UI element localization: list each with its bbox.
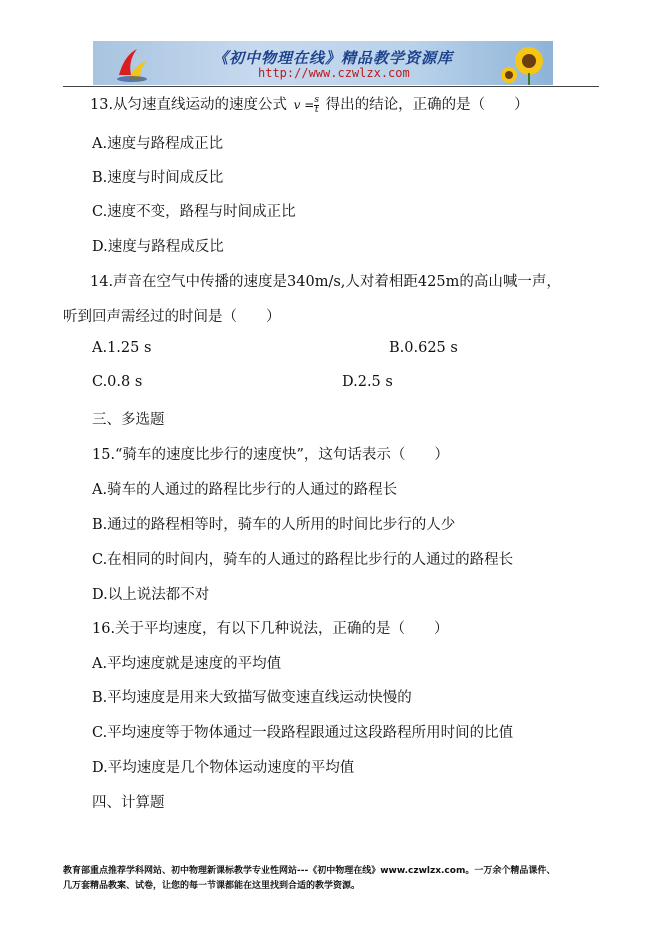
question-15-option-b: B.通过的路程相等时，骑车的人所用的时间比步行的人少 (92, 517, 456, 533)
question-14-option-c: C.0.8 s (92, 374, 143, 390)
banner-url[interactable]: http://www.czwlzx.com (258, 66, 410, 80)
section-heading-multiple-choice: 三、多选题 (92, 412, 165, 428)
question-13-option-d: D.速度与路程成反比 (92, 239, 224, 255)
question-13-stem (90, 93, 529, 115)
question-16-option-a: A.平均速度就是速度的平均值 (92, 656, 282, 672)
question-14-stem-line1: 14.声音在空气中传播的速度是340m/s,人对着相距425m的高山喊一声， (90, 274, 561, 290)
velocity-formula: v = $\frac{s}{t}$ (293, 94, 319, 115)
sunflower-icon (499, 43, 549, 85)
question-13-option-c: C.速度不变，路程与时间成正比 (92, 204, 296, 220)
footer-line-1: 教育部重点推荐学科网站、初中物理新课标教学专业性网站---《初中物理在线》www.czwlzx.com。一万余个精品课件、 (63, 866, 556, 876)
question-13-option-b: B.速度与时间成反比 (92, 170, 224, 186)
site-logo-icon (115, 45, 149, 83)
question-13-option-a: A.速度与路程成正比 (92, 136, 224, 152)
question-14-option-b: B.0.625 s (389, 340, 458, 356)
question-14-option-d: D.2.5 s (342, 374, 393, 390)
question-15-stem: 15.“骑车的速度比步行的速度快”，这句话表示（ ） (92, 447, 449, 463)
question-15-option-d: D.以上说法都不对 (92, 587, 210, 603)
question-16-option-c: C.平均速度等于物体通过一段路程跟通过这段路程所用时间的比值 (92, 725, 514, 741)
header-banner (93, 41, 553, 85)
header-divider (63, 86, 599, 87)
question-15-option-c: C.在相同的时间内，骑车的人通过的路程比步行的人通过的路程长 (92, 552, 514, 568)
banner-title: 《初中物理在线》精品教学资源库 (213, 49, 454, 67)
question-14-option-a: A.1.25 s (92, 340, 152, 356)
question-13-stem-pre: 13.从匀速直线运动的速度公式 (90, 97, 288, 113)
footer-line-2: 几万套精品教案、试卷，让您的每一节课都能在这里找到合适的教学资源。 (63, 881, 361, 891)
question-16-option-b: B.平均速度是用来大致描写做变速直线运动快慢的 (92, 690, 412, 706)
section-heading-calculation: 四、计算题 (92, 795, 165, 811)
question-13-stem-post: 得出的结论，正确的是（ ） (325, 97, 529, 113)
question-16-stem: 16.关于平均速度，有以下几种说法，正确的是（ ） (92, 621, 449, 637)
question-16-option-d: D.平均速度是几个物体运动速度的平均值 (92, 760, 355, 776)
question-15-option-a: A.骑车的人通过的路程比步行的人通过的路程长 (92, 482, 398, 498)
page-footer (63, 864, 623, 894)
question-14-stem-line2: 听到回声需经过的时间是（ ） (63, 309, 281, 325)
